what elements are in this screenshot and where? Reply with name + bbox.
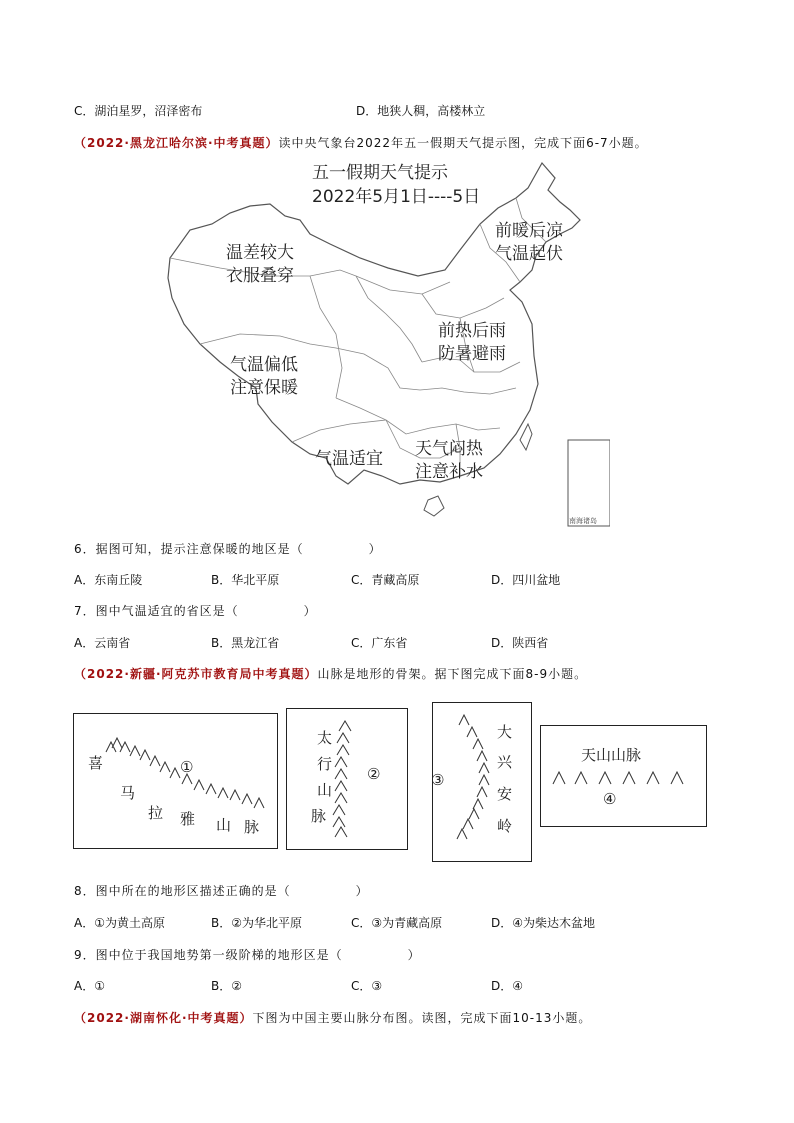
- himalaya-box: [73, 713, 278, 849]
- q8-option-b: B．②为华北平原: [211, 916, 302, 930]
- tianshan-peaks: [541, 726, 706, 826]
- question-intro-10-13: [74, 1009, 591, 1026]
- q6-option-c: C．青藏高原: [351, 573, 420, 587]
- map-label-southwest-1: 气温偏低: [230, 355, 298, 375]
- q7-option-a: A．云南省: [74, 636, 131, 650]
- tianshan-label: 天山山脉: [581, 746, 642, 764]
- daxing-number: ③: [431, 771, 445, 789]
- himalaya-char-5: 山: [216, 816, 232, 834]
- q8-option-c: C．③为青藏高原: [351, 916, 443, 930]
- q7-stem: 7．图中气温适宜的省区是（ ）: [74, 604, 317, 618]
- daxing-char-1: 大: [497, 723, 513, 741]
- taihang-char-1: 太: [317, 729, 333, 747]
- taihang-number: ②: [367, 765, 381, 783]
- map-label-southeast-2: 注意补水: [415, 462, 483, 482]
- q6-option-b: B．华北平原: [211, 573, 280, 587]
- tianshan-number: ④: [603, 790, 617, 808]
- himalaya-number: ①: [180, 758, 194, 776]
- q5-option-c: C．湖泊星罗，沼泽密布: [74, 104, 203, 118]
- q9-option-b: B．②: [211, 979, 242, 993]
- source-tag: （2022·湖南怀化·中考真题）: [74, 1011, 253, 1025]
- himalaya-char-4: 雅: [180, 810, 196, 828]
- map-label-central-2: 防暑避雨: [438, 344, 506, 364]
- q8-stem: 8．图中所在的地形区描述正确的是（ ）: [74, 884, 369, 898]
- weather-map: [160, 158, 610, 528]
- map-label-northwest-2: 衣服叠穿: [226, 266, 294, 286]
- himalaya-char-3: 拉: [148, 804, 164, 822]
- question-intro-6-7: [74, 134, 648, 151]
- source-tag: （2022·新疆·阿克苏市教育局中考真题）: [74, 667, 318, 681]
- taihang-peaks: [287, 709, 407, 849]
- q9-option-d: D．④: [491, 979, 523, 993]
- intro-text: 山脉是地形的骨架。据下图完成下面8-9小题。: [317, 667, 588, 681]
- q6-option-a: A．东南丘陵: [74, 573, 143, 587]
- himalaya-char-2: 马: [120, 784, 136, 802]
- q9-option-a: A．①: [74, 979, 105, 993]
- map-label-northeast-1: 前暖后凉: [495, 221, 563, 241]
- intro-text: 下图为中国主要山脉分布图。读图，完成下面10-13小题。: [252, 1011, 592, 1025]
- himalaya-char-6: 脉: [244, 818, 260, 836]
- map-inset-label: 南海诸岛: [569, 517, 597, 525]
- q6-option-d: D．四川盆地: [491, 573, 561, 587]
- map-label-central-1: 前热后雨: [438, 321, 506, 341]
- q9-option-c: C．③: [351, 979, 383, 993]
- himalaya-char-1: 喜: [88, 754, 104, 772]
- map-label-northeast-2: 气温起伏: [495, 244, 563, 264]
- map-date: 2022年5月1日----5日: [312, 187, 481, 207]
- map-title: 五一假期天气提示: [312, 163, 448, 183]
- taihang-box: [286, 708, 408, 850]
- q7-option-b: B．黑龙江省: [211, 636, 280, 650]
- source-tag: （2022·黑龙江哈尔滨·中考真题）: [74, 136, 279, 150]
- china-map-outline: [160, 158, 610, 528]
- taihang-char-4: 脉: [311, 807, 327, 825]
- daxinganling-box: [432, 702, 532, 862]
- map-label-south-1: 气温适宜: [315, 449, 383, 469]
- intro-text: 读中央气象台2022年五一假期天气提示图，完成下面6-7小题。: [278, 136, 648, 150]
- q6-stem: 6．据图可知，提示注意保暖的地区是（ ）: [74, 542, 382, 556]
- daxing-char-2: 兴: [497, 753, 513, 771]
- q7-option-d: D．陕西省: [491, 636, 549, 650]
- q8-option-a: A．①为黄土高原: [74, 916, 165, 930]
- taihang-char-3: 山: [317, 781, 333, 799]
- q9-stem: 9．图中位于我国地势第一级阶梯的地形区是（ ）: [74, 948, 421, 962]
- daxing-char-3: 安: [497, 785, 513, 803]
- tianshan-box: [540, 725, 707, 827]
- q5-option-d: D．地狭人稠，高楼林立: [356, 104, 486, 118]
- taihang-char-2: 行: [317, 755, 333, 773]
- map-label-northwest-1: 温差较大: [226, 243, 294, 263]
- map-label-southwest-2: 注意保暖: [230, 378, 298, 398]
- daxinganling-peaks: [433, 703, 531, 861]
- question-intro-8-9: [74, 665, 587, 682]
- q8-option-d: D．④为柴达木盆地: [491, 916, 595, 930]
- daxing-char-4: 岭: [497, 817, 513, 835]
- q7-option-c: C．广东省: [351, 636, 408, 650]
- map-label-southeast-1: 天气闷热: [415, 439, 483, 459]
